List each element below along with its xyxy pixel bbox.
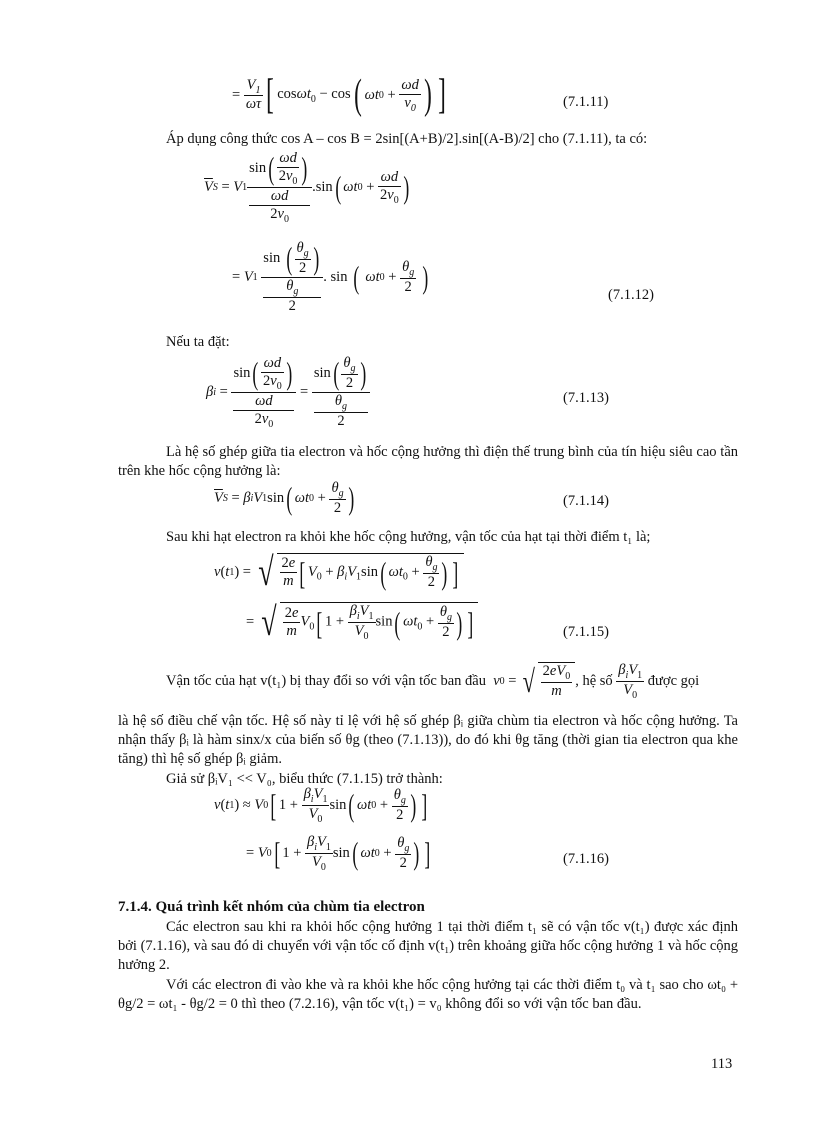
equation-7-1-16: = V 0 [ 1 + $\frac{\beta_iV_1}{V_0}$ sin ( ωt 0 + $\frac{\theta_g}{2}$ ) ] bbox=[246, 834, 431, 873]
paragraph: Áp dụng công thức cos A – cos B = 2sin[(A+B)/2].sin[(A-B)/2] cho (7.1.11), ta có: bbox=[166, 131, 648, 147]
text-run: Vận tốc của hạt v(t₁) bị thay đổi so với vận tốc ban đầu bbox=[166, 672, 486, 689]
equation-7-1-14: $\overline{V}$ S = β i V 1 sin ( ωt 0 + $\frac{\theta_g}{2}$ ) bbox=[214, 480, 354, 517]
velocity-paragraph: Vận tốc của hạt v(t₁) bị thay đổi so với vận tốc ban đầu v 0 = √ $\frac{2eV_0}{m}$ , hệ số $\frac{\beta_iV_1}{V_0}$ được gọi bbox=[166, 662, 700, 701]
paragraph: Giả sử βᵢV₁ << V₀, biểu thức (7.1.15) trở thành: bbox=[166, 771, 443, 787]
equation-7-1-11: = $\frac{V_1}{\omega\tau}$ [ cosωt$_0$ − cos ( ωt 0 + $\frac{\omega d}{v_0}$ ) ] bbox=[232, 72, 446, 118]
equation-v-t1-approx: v ( t 1 ) ≈ V 0 [ 1 + $\frac{\beta_iV_1}{V_0}$ sin ( ωt 0 + $\frac{\theta_g}{2}$ ) ] bbox=[214, 786, 427, 825]
equation-vs: $\overline{V}$ S = V 1 sin( $\frac{\omega d}{2v_0}$ ) ωd $2v_0$ .sin ( ωt 0 + $\frac{\omega d}{2v_0}$ ) bbox=[204, 150, 409, 225]
text-run: , hệ số bbox=[575, 672, 613, 689]
paragraph: Là hệ số ghép giữa tia electron và hốc cộng hưởng thì điện thế trung bình của tín hiệu siêu cao tần trên khe hốc cộng hưởng là: bbox=[118, 444, 738, 479]
paragraph: Nếu ta đặt: bbox=[166, 334, 230, 350]
paragraph: Với các electron đi vào khe và ra khỏi khe hốc cộng hưởng tại các thời điểm t₀ và t₁ sao cho ωt₀ + θg/2 = ωt₁ - θg/2 = 0 thì theo (7.2.16), vận tốc v(t₁) = v₀ không đổi so với vận tốc ban đầu. bbox=[118, 977, 738, 1012]
equation-number: (7.1.15) bbox=[563, 624, 609, 640]
paragraph: là hệ số điều chế vận tốc. Hệ số này tỉ lệ với hệ số ghép βᵢ giữa chùm tia electron và hốc cộng hưởng. Ta nhận thấy βᵢ là hàm sinx/x của biến số θg (theo (7.1.13)), do đó khi θg tăng (thời gian tia electron qua khe tăng) thì hệ số ghép βᵢ giảm. bbox=[118, 713, 738, 767]
section-heading: 7.1.4. Quá trình kết nhóm của chùm tia electron bbox=[118, 899, 425, 915]
equation-number: (7.1.14) bbox=[563, 493, 609, 509]
equation-7-1-12: = V 1 sin ( $\frac{\theta_g}{2}$ ) $\theta_g$ 2 . sin ( ωt 0 + $\frac{\theta_g}{2}$ ) bbox=[232, 240, 429, 314]
page-number: 113 bbox=[711, 1056, 733, 1072]
equation-7-1-13: β i = sin( $\frac{\omega d}{2v_0}$ ) ωd $2v_0$ = sin( $\frac{\theta_g}{2}$ ) $\theta_g$ 2 bbox=[206, 355, 370, 430]
equation-7-1-15: = √ $\frac{2e}{m}$ $V_0$[ 1 + $\frac{\beta_iV_1}{V_0}$ sin( $\omega t_0$ + $\frac{\theta_g}{2}$ ) ] bbox=[246, 602, 478, 642]
equation-number: (7.1.12) bbox=[608, 287, 654, 303]
text-run: được gọi bbox=[647, 672, 700, 689]
paragraph: Sau khi hạt electron ra khỏi khe hốc cộng hưởng, vận tốc của hạt tại thời điểm t₁ là; bbox=[166, 529, 651, 545]
equation-number: (7.1.11) bbox=[563, 94, 609, 110]
equation-number: (7.1.16) bbox=[563, 851, 609, 867]
paragraph: Các electron sau khi ra khỏi hốc cộng hưởng 1 tại thời điểm t₁ sẽ có vận tốc v(t₁) được xác định bởi (7.1.16), và sau đó di chuyển với vận tốc cố định v(t₁) trên khoảng giữa hốc cộng hưởng 1 và hốc cộng hưởng 2. bbox=[118, 919, 738, 973]
equation-number: (7.1.13) bbox=[563, 390, 609, 406]
equation-v-t1: v ( t 1 ) = √ $\frac{2e}{m}$ [ $V_0 + \beta_iV_1\sin$( $\omega t_0$ + $\frac{\theta_g}{2}$ ) ] bbox=[214, 552, 464, 592]
